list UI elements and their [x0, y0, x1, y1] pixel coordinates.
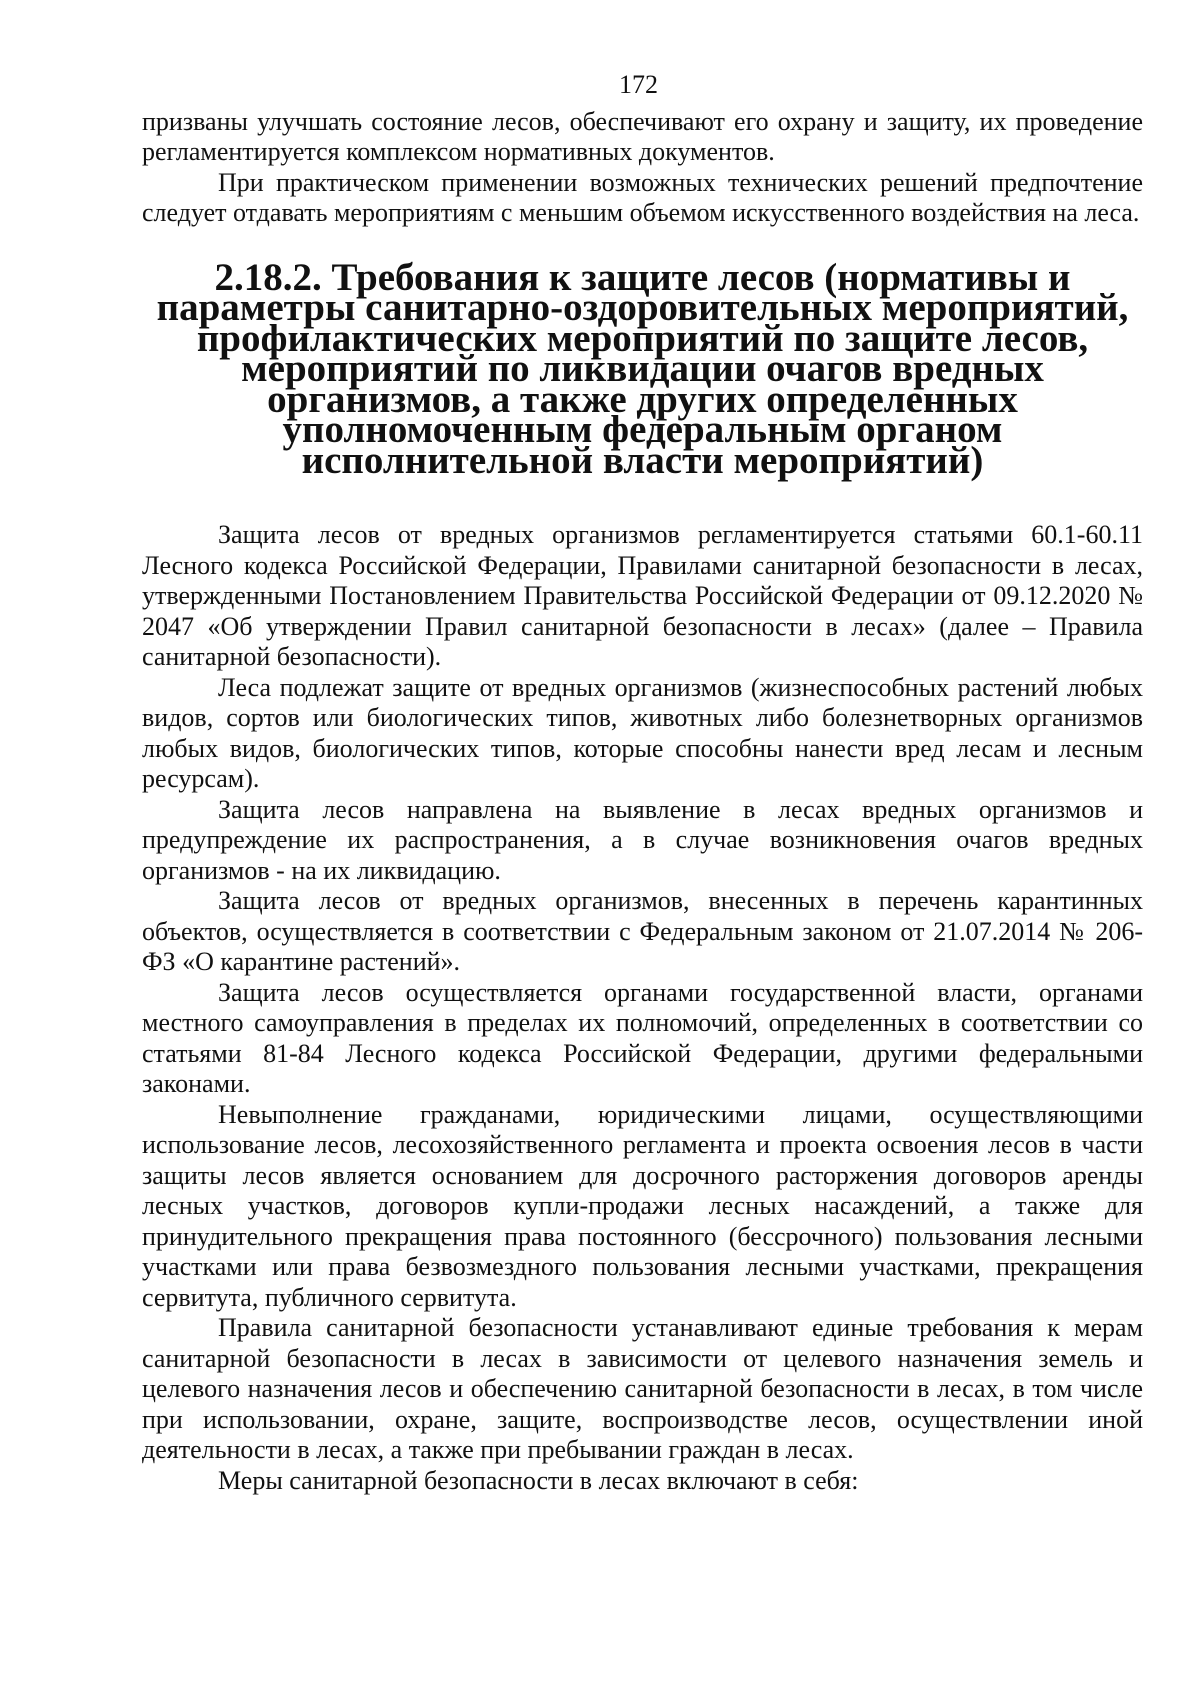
body-paragraph: Меры санитарной безопасности в лесах включают в себя:: [218, 1465, 859, 1495]
page-number: 172: [619, 70, 658, 99]
intro-paragraph-continuation: призваны улучшать состояние лесов, обеспечивают его охрану и защиту, их проведение регламентируется комплексом нормативных документов.: [142, 106, 1143, 166]
body-paragraph: Защита лесов от вредных организмов регламентируется статьями 60.1-60.11 Лесного кодекса Российской Федерации, Правилами санитарной безопасности в лесах, утвержденными Постановлением Правительства Российской Федерации от 09.12.2020 № 2047 «Об утверждении Правил санитарной безопасности в лесах» (далее – Правила санитарной безопасности).: [142, 520, 1143, 671]
body-paragraph: Леса подлежат защите от вредных организмов (жизнеспособных растений любых видов, сортов или биологических типов, животных либо болезнетворных организмов любых видов, биологических типов, которые способны нанести вред лесам и лесным ресурсам).: [142, 672, 1143, 793]
body-paragraph: Защита лесов осуществляется органами государственной власти, органами местного самоуправления в пределах их полномочий, определенных в соответствии со статьями 81-84 Лесного кодекса Российской Федерации, другими федеральными законами.: [142, 977, 1143, 1098]
body-paragraph: Правила санитарной безопасности устанавливают единые требования к мерам санитарной безопасности в лесах в зависимости от целевого назначения земель и целевого назначения лесов и обеспечению санитарной безопасности в лесах, в том числе при использовании, охране, защите, воспроизводстве лесов, осуществлении иной деятельности в лесах, а также при пребывании граждан в лесах.: [142, 1313, 1143, 1464]
body-paragraph: Невыполнение гражданами, юридическими лицами, осуществляющими использование лесов, лесохозяйственного регламента и проекта освоения лесов в части защиты лесов является основанием для досрочного расторжения договоров аренды лесных участков, договоров купли-продажи лесных насаждений, а также для принудительного прекращения права постоянного (бессрочного) пользования лесными участками или права безвозмездного пользования лесными участками, прекращения сервитута, публичного сервитута.: [142, 1099, 1143, 1312]
section-heading: 2.18.2. Требования к защите лесов (нормативы и параметры санитарно-оздоровительных мероприятий, профилактических мероприятий по защите лесов, мероприятий по ликвидации очагов вредных организмов, а также других определенных уполномоченным федеральным органом исполнительной власти мероприятий): [156, 255, 1129, 482]
body-paragraph: Защита лесов от вредных организмов, внесенных в перечень карантинных объектов, осуществляется в соответствии с Федеральным законом от 21.07.2014 № 206-ФЗ «О карантине растений».: [142, 886, 1143, 976]
intro-paragraph: При практическом применении возможных технических решений предпочтение следует отдавать мероприятиям с меньшим объемом искусственного воздействия на леса.: [142, 167, 1143, 227]
body-paragraph: Защита лесов направлена на выявление в лесах вредных организмов и предупреждение их распространения, а в случае возникновения очагов вредных организмов - на их ликвидацию.: [142, 794, 1143, 885]
